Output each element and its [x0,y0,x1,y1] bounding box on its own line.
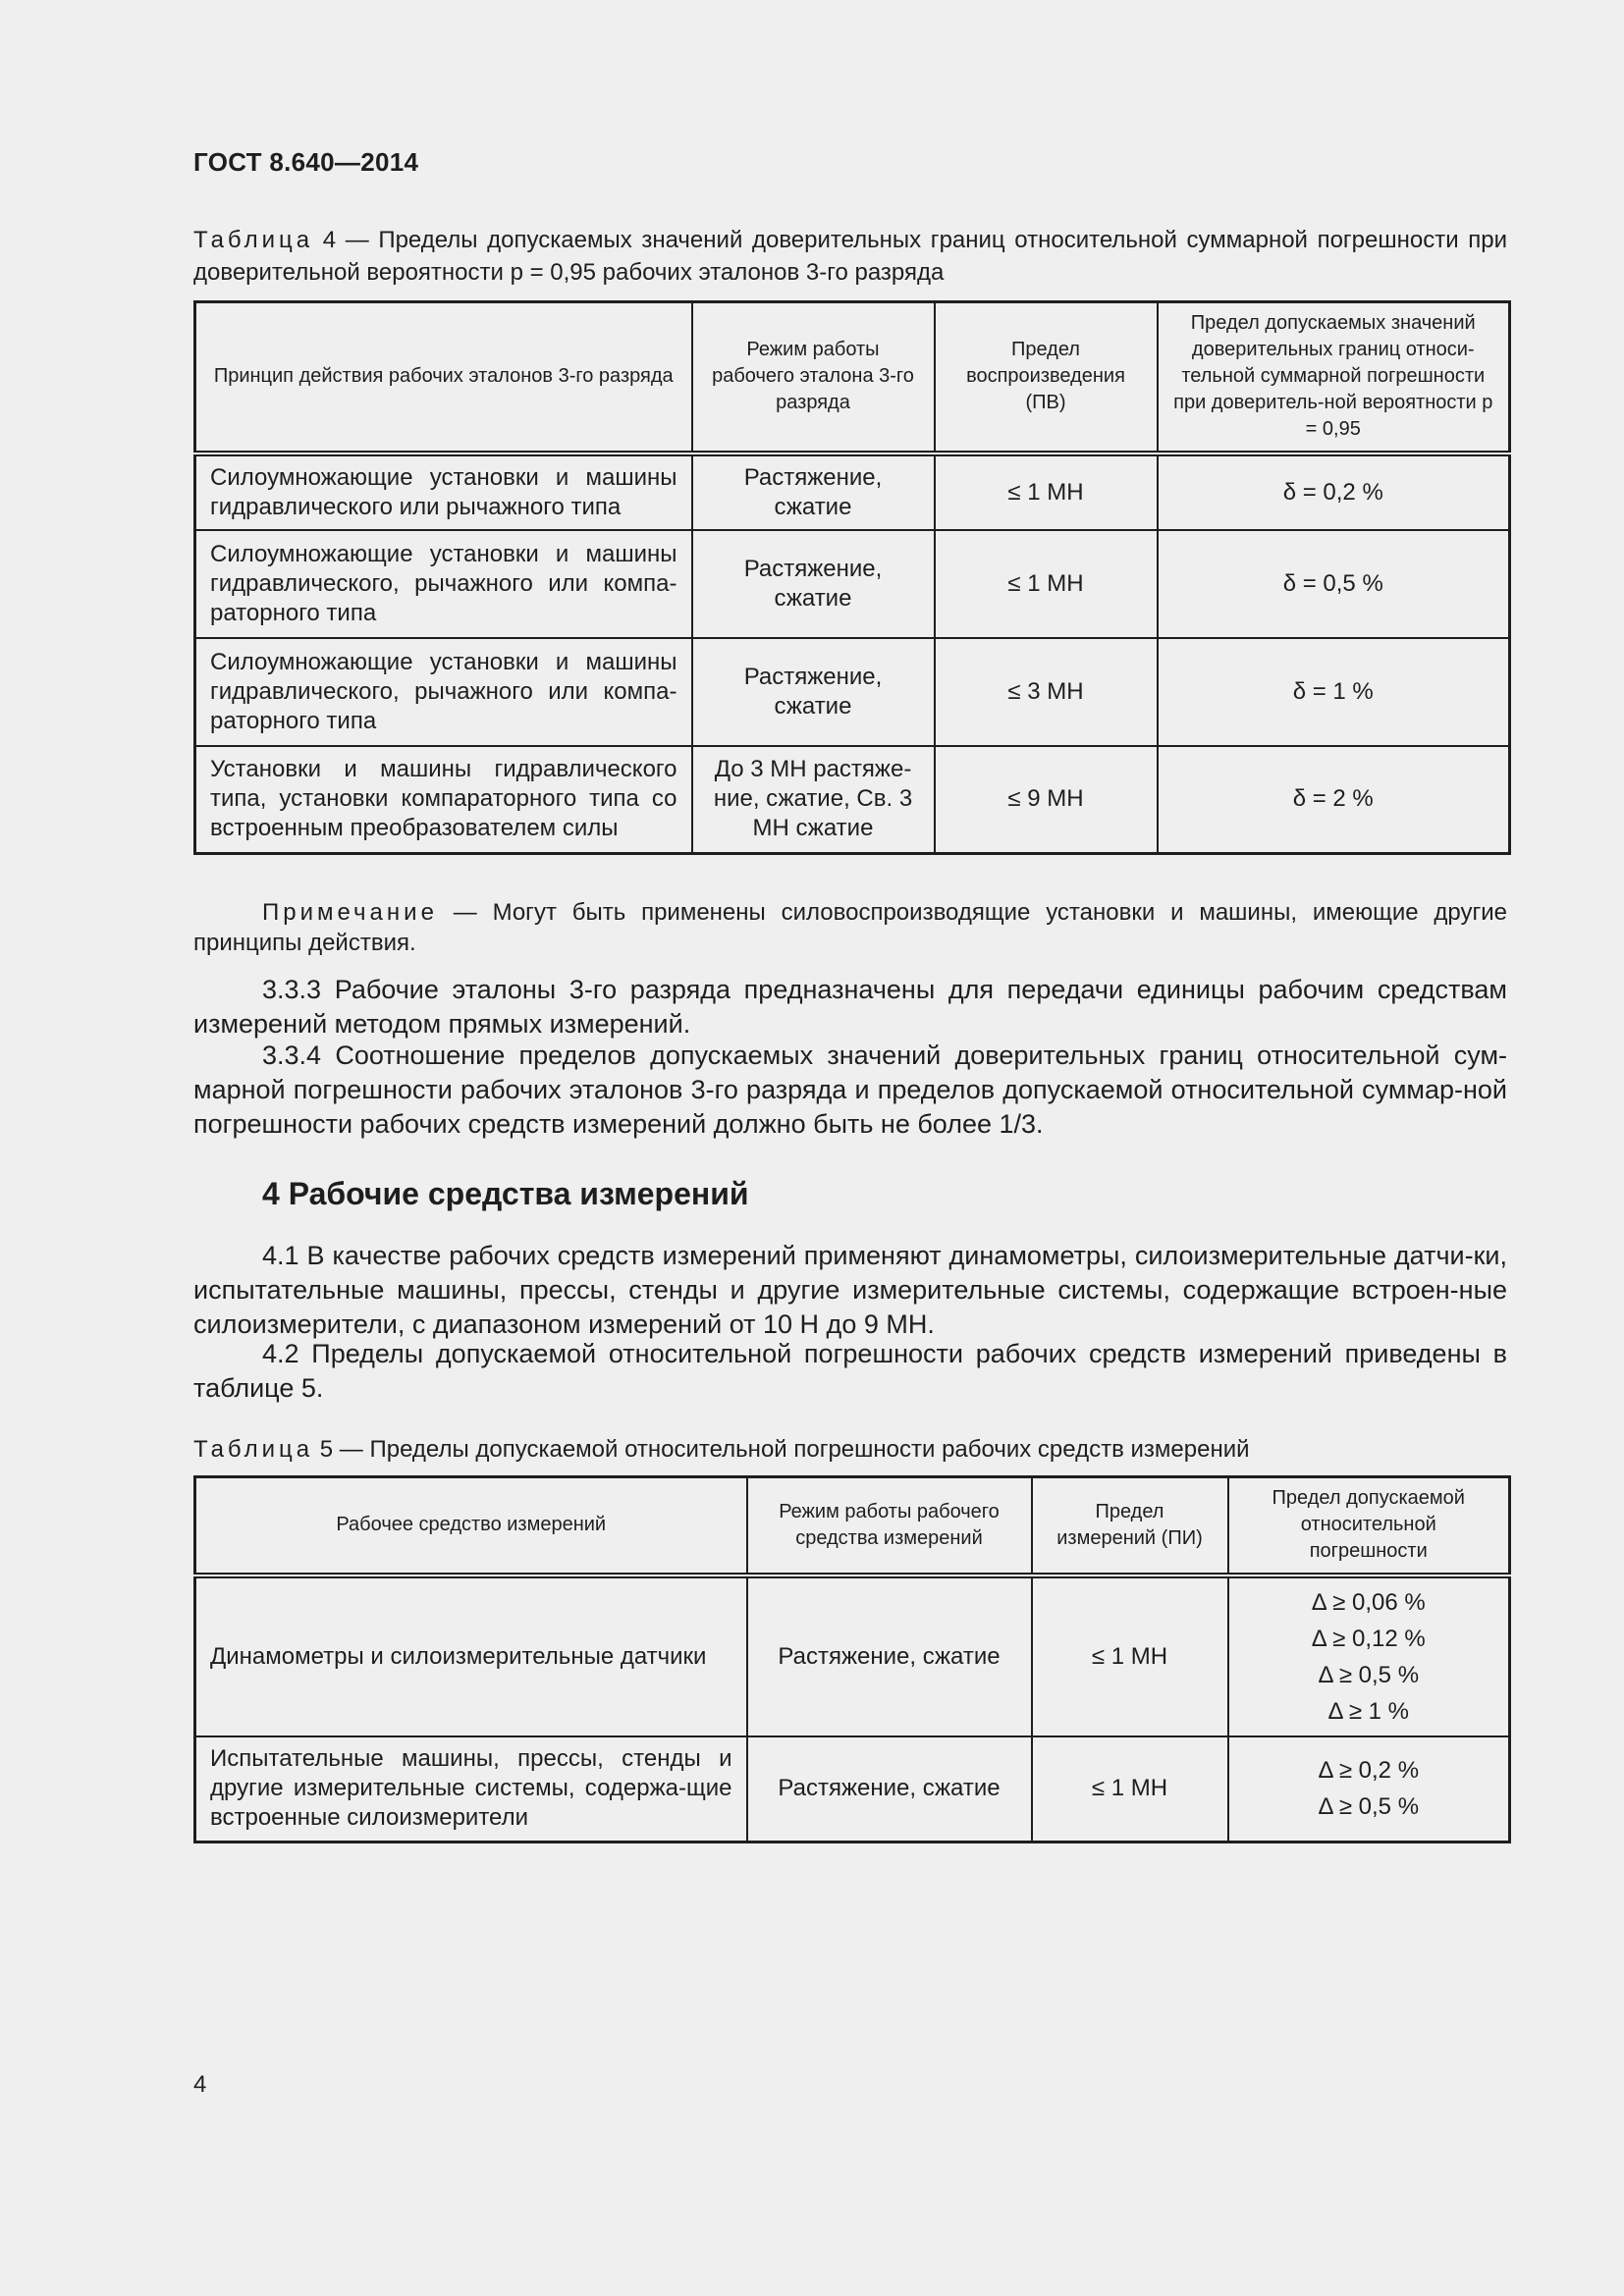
paragraph-4-2: 4.2 Пределы допускаемой относительной погрешности рабочих средств измерений приведены в таблице 5. [193,1339,1507,1403]
error-value: Δ ≥ 0,5 % [1318,1793,1420,1821]
table-row [195,746,1510,854]
table5 [193,1475,1511,1843]
table-row [195,638,1510,746]
table-row [195,530,1510,638]
error-value: Δ ≥ 0,5 % [1318,1661,1420,1688]
table4-cell-error: δ = 0,2 % [1158,454,1510,530]
table4-cell-limit: ≤ 9 МН [935,746,1158,854]
error-value: Δ ≥ 1 % [1327,1697,1410,1725]
table5-caption [193,1433,1507,1466]
table4-note [193,897,1507,958]
table4-header-mode: Режим работы рабочего эталона 3-го разряда [692,302,935,454]
error-value: Δ ≥ 0,06 % [1311,1588,1426,1616]
table-row [195,1736,1510,1842]
table4-header-error: Предел допускаемых значений доверительных границ относи-тельной суммарной погрешности при доверитель-ной вероятности р = 0,95 [1158,302,1510,454]
table4-header-row [195,302,1510,454]
table4 [193,300,1511,855]
error-value: Δ ≥ 0,2 % [1318,1757,1420,1785]
table4-cell-principle: Силоумножающие установки и машины гидравлического, рычажного или компа-раторного типа [195,638,692,746]
table5-cell-error [1228,1736,1510,1842]
table5-cell-mode: Растяжение, сжатие [747,1736,1032,1842]
table-row [195,1575,1510,1736]
table4-cell-principle: Установки и машины гидравлического типа, установки компараторного типа со встроенным преобразователем силы [195,746,692,854]
table4-header-limit: Предел воспроизведения (ПВ) [935,302,1158,454]
table4-cell-error: δ = 1 % [1158,638,1510,746]
table4-cell-principle: Силоумножающие установки и машины гидравлического, рычажного или компа-раторного типа [195,530,692,638]
error-value: Δ ≥ 0,12 % [1311,1625,1426,1652]
table5-cell-mode: Растяжение, сжатие [747,1575,1032,1736]
table5-header-error: Предел допускаемой относительной погрешности [1228,1477,1510,1575]
table4-caption-text: 4 — Пределы допускаемых значений доверительных границ относительной суммарной погрешности при доверительной вероятности р = 0,95 рабочих эталонов 3-го разряда [193,227,1507,286]
table5-cell-limit: ≤ 1 МН [1032,1575,1228,1736]
table4-cell-limit: ≤ 1 МН [935,454,1158,530]
table4-cell-limit: ≤ 1 МН [935,530,1158,638]
paragraph-3-3-3: 3.3.3 Рабочие эталоны 3-го разряда предназначены для передачи единицы рабочим средствам измерений методом прямых измерений. [193,975,1507,1039]
paragraph-4-1: 4.1 В качестве рабочих средств измерений применяют динамометры, силоизмерительные датчи-ки, испытательные машины, прессы, стенды и другие измерительные системы, содержащие встроен-ные силоизмерители, с диапазоном измерений от 10 Н до 9 МН. [193,1241,1507,1339]
table-row [195,454,1510,530]
table4-cell-mode: До 3 МН растяже-ние, сжатие, Св. 3 МН сжатие [692,746,935,854]
table4-cell-error: δ = 0,5 % [1158,530,1510,638]
table4-cell-mode: Растяжение, сжатие [692,638,935,746]
table5-header-limit: Предел измерений (ПИ) [1032,1477,1228,1575]
document-id: ГОСТ 8.640—2014 [193,147,419,177]
table5-cell-error [1228,1575,1510,1736]
table5-header-instrument: Рабочее средство измерений [195,1477,747,1575]
note-text: — Могут быть применены силовоспроизводящие установки и машины, имеющие другие принципы действия. [193,899,1507,956]
table5-header-row [195,1477,1510,1575]
section-title: 4 Рабочие средства измерений [262,1176,749,1211]
table5-cell-instrument: Динамометры и силоизмерительные датчики [195,1575,747,1736]
paragraph-3-3-4: 3.3.4 Соотношение пределов допускаемых значений доверительных границ относительной сум-марной погрешности рабочих эталонов 3-го разряда и пределов допускаемой относительной суммар-ной погрешности рабочих средств измерений должно быть не более 1/3. [193,1041,1507,1139]
table4-cell-error: δ = 2 % [1158,746,1510,854]
table4-caption-label: Таблица [193,227,314,253]
table4-cell-mode: Растяжение, сжатие [692,454,935,530]
table4-cell-principle: Силоумножающие установки и машины гидравлического или рычажного типа [195,454,692,530]
table5-caption-label: Таблица [193,1436,314,1463]
table4-header-principle: Принцип действия рабочих эталонов 3-го разряда [195,302,692,454]
table5-cell-instrument: Испытательные машины, прессы, стенды и другие измерительные системы, содержа-щие встроенные силоизмерители [195,1736,747,1842]
table4-caption [193,224,1507,289]
table5-header-mode: Режим работы рабочего средства измерений [747,1477,1032,1575]
table5-caption-text: 5 — Пределы допускаемой относительной погрешности рабочих средств измерений [319,1436,1250,1463]
note-label: Примечание [262,899,438,926]
page-number: 4 [193,2071,207,2098]
table5-cell-limit: ≤ 1 МН [1032,1736,1228,1842]
table4-cell-limit: ≤ 3 МН [935,638,1158,746]
table4-cell-mode: Растяжение, сжатие [692,530,935,638]
